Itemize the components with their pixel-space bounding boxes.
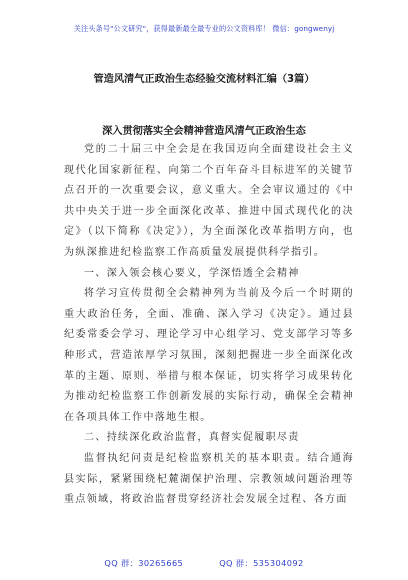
document-title: 管造风清气正政治生态经验交流材料汇编（3篇） — [93, 74, 315, 85]
header-promo-note: 关注头条号"公文研究"，获得最新最全最专业的公文资料库！ 微信：gongwenyj — [73, 24, 335, 33]
document-body — [64, 140, 354, 511]
body-paragraph-1: 将学习宣传贯彻全会精神列为当前及今后一个时期的重大政治任务，全面、准确、深入学习《决定》。通过县纪委常委会学习、理论学习中心组学习、党支部学习等多种形式，营造浓厚学习氛围，深刻把握进一步全面深化改革的主题、原则、举措与根本保证，切实将学习成果转化为推动纪检监察工作创新发展的实际行动，确保全会精神在各项具体工作中落地生根。 — [64, 288, 354, 423]
body-heading-1: 一、深入领会核心要义，学深悟透全会精神 — [84, 267, 300, 279]
body-paragraph-intro: 党的二十届三中全会是在我国迈向全面建设社会主义现代化国家新征程、向第二个百年奋斗目标进军的关键节点召开的一次重要会议，意义重大。全会审议通过的《中共中央关于进一步全面深化改革、推进中国式现代化的决定》（以下简称《决定》），为全面深化改革指明方向，也为纵深推进纪检监察工作高质量发展提供科学指引。 — [64, 144, 354, 258]
body-paragraph-2: 监督执纪问责是纪检监察机关的基本职责。结合通海县实际，紧紧围绕杞麓湖保护治理、宗教领域问题治理等重点领域，将政治监督贯穿经济社会发展全过程、各方面 — [64, 452, 354, 506]
footer-qq-group-2: QQ 群：535304092 — [219, 558, 304, 568]
footer-qq-group-1: QQ 群：30265665 — [104, 558, 184, 568]
section-title: 深入贯彻落实全会精神营造风清气正政治生态 — [102, 126, 306, 137]
footer-contact — [0, 558, 408, 569]
body-heading-2: 二、持续深化政治监督，真督实促履职尽责 — [84, 432, 300, 444]
